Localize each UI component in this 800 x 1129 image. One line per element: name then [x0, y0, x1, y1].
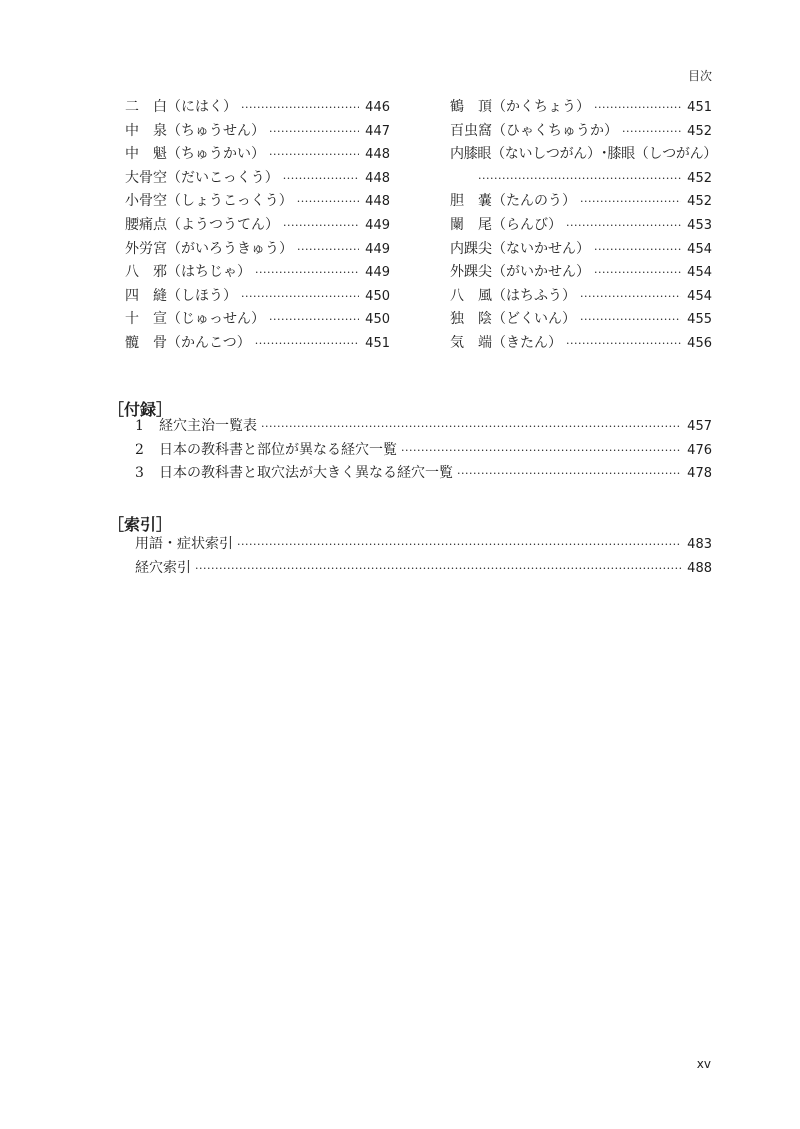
entry-page: 454	[687, 265, 712, 281]
appendix-entry[interactable]	[135, 462, 712, 486]
entry-title: 四 縫（しほう）	[125, 287, 237, 304]
dot-leader	[297, 190, 359, 214]
entry-title: 八 邪（はちじゃ）	[125, 264, 251, 281]
toc-entry[interactable]	[450, 332, 712, 356]
dot-leader	[457, 462, 681, 486]
dot-leader	[594, 96, 681, 120]
toc-entry[interactable]	[125, 261, 390, 285]
dot-leader	[580, 308, 681, 332]
entry-title	[135, 462, 453, 486]
entry-title: 大骨空（だいこっくう）	[125, 169, 279, 186]
entry-title: 髖 骨（かんこつ）	[125, 334, 251, 351]
entry-title: 闌 尾（らんび）	[450, 216, 562, 233]
index-entry[interactable]	[135, 557, 712, 581]
entry-page: 448	[365, 194, 390, 210]
toc-left-column	[125, 96, 390, 356]
entry-page: 449	[365, 217, 390, 233]
dot-leader	[580, 285, 681, 309]
dot-leader	[283, 214, 359, 238]
toc-entry[interactable]	[125, 120, 390, 144]
entry-page: 457	[687, 419, 712, 434]
entry-page: 454	[687, 288, 712, 304]
entry-page: 455	[687, 312, 712, 328]
entry-page: 450	[365, 312, 390, 328]
dot-leader	[269, 308, 359, 332]
toc-entry[interactable]	[450, 143, 717, 167]
toc-entry[interactable]	[125, 332, 390, 356]
entry-text: 日本の教科書と取穴法が大きく異なる経穴一覧	[159, 465, 453, 482]
toc-entry[interactable]	[450, 190, 712, 214]
entry-title: 気 端（きたん）	[450, 334, 562, 351]
appendix-heading: ［付録］	[108, 400, 173, 419]
entry-page: 446	[365, 100, 390, 115]
entry-title: 腰痛点（ようつうてん）	[125, 216, 279, 233]
toc-entry[interactable]	[125, 214, 390, 238]
entry-text: 日本の教科書と部位が異なる経穴一覧	[159, 441, 397, 458]
dot-leader	[195, 557, 681, 581]
dot-leader	[566, 332, 681, 356]
dot-leader	[241, 285, 359, 309]
dot-leader	[478, 167, 681, 191]
toc-entry[interactable]	[125, 190, 390, 214]
entry-title: 小骨空（しょうこっくう）	[125, 193, 293, 210]
toc-entry[interactable]	[450, 214, 712, 238]
toc-entry[interactable]	[125, 308, 390, 332]
dot-leader	[622, 120, 681, 144]
dot-leader	[255, 261, 359, 285]
entry-page: 488	[687, 560, 712, 576]
dot-leader	[269, 143, 359, 167]
dot-leader	[580, 190, 681, 214]
dot-leader	[269, 120, 359, 144]
appendix-list	[135, 415, 712, 486]
entry-page: 447	[365, 123, 390, 139]
entry-number: 3	[135, 465, 144, 482]
entry-title: 二 白（にはく）	[125, 99, 237, 115]
toc-entry[interactable]	[125, 238, 390, 262]
entry-text: 経穴主治一覧表	[159, 418, 257, 434]
index-list	[135, 533, 712, 580]
entry-title: 百虫窩（ひゃくちゅうか）	[450, 122, 618, 139]
dot-leader	[566, 214, 681, 238]
entry-page: 453	[687, 217, 712, 233]
entry-page: 448	[365, 170, 390, 186]
entry-title: 胆 嚢（たんのう）	[450, 193, 576, 210]
entry-page: 449	[365, 241, 390, 257]
entry-page: 478	[687, 466, 712, 482]
entry-title: 八 風（はちふう）	[450, 287, 576, 304]
entry-page: 452	[687, 194, 712, 210]
entry-page: 448	[365, 147, 390, 163]
entry-title: 外労宮（がいろうきゅう）	[125, 240, 293, 257]
entry-title: 十 宣（じゅっせん）	[125, 311, 265, 328]
dot-leader	[297, 238, 359, 262]
entry-page: 451	[687, 100, 712, 115]
toc-entry[interactable]	[125, 285, 390, 309]
entry-page: 476	[687, 442, 712, 458]
dot-leader	[594, 238, 681, 262]
toc-entry-continuation[interactable]	[450, 167, 712, 191]
entry-title: 中 泉（ちゅうせん）	[125, 122, 265, 139]
entry-title: 経穴索引	[135, 559, 191, 576]
entry-page: 451	[365, 335, 390, 351]
dot-leader	[594, 261, 681, 285]
running-header: 目次	[687, 69, 712, 83]
toc-entry[interactable]	[450, 96, 712, 120]
entry-title: 内踝尖（ないかせん）	[450, 240, 590, 257]
toc-entry[interactable]	[125, 167, 390, 191]
dot-leader	[261, 415, 681, 439]
entry-title: 中 魁（ちゅうかい）	[125, 146, 265, 163]
entry-title: 用語・症状索引	[135, 536, 233, 552]
toc-entry[interactable]	[125, 143, 390, 167]
index-entry[interactable]	[135, 533, 712, 557]
entry-number: 2	[135, 441, 144, 458]
entry-title: 内膝眼（ないしつがん）･膝眼（しつがん）	[450, 146, 717, 163]
dot-leader	[241, 96, 359, 120]
appendix-entry[interactable]	[135, 415, 712, 439]
entry-page: 454	[687, 241, 712, 257]
toc-entry[interactable]	[450, 285, 712, 309]
page-number: xv	[696, 1057, 711, 1071]
entry-title: 鶴 頂（かくちょう）	[450, 99, 590, 115]
entry-page: 450	[365, 288, 390, 304]
entry-page: 449	[365, 265, 390, 281]
toc-entry[interactable]	[450, 120, 712, 144]
entry-title: 外踝尖（がいかせん）	[450, 264, 590, 281]
index-heading: ［索引］	[108, 515, 173, 534]
dot-leader	[283, 167, 359, 191]
entry-page: 452	[687, 170, 712, 186]
entry-title: 独 陰（どくいん）	[450, 311, 576, 328]
entry-title	[135, 439, 397, 463]
entry-page: 452	[687, 123, 712, 139]
toc-entry[interactable]	[125, 96, 390, 120]
entry-page: 483	[687, 537, 712, 552]
toc-entry[interactable]	[450, 238, 712, 262]
appendix-entry[interactable]	[135, 439, 712, 463]
toc-right-column	[450, 96, 717, 356]
dot-leader	[255, 332, 359, 356]
entry-page: 456	[687, 335, 712, 351]
dot-leader	[237, 533, 681, 557]
toc-entry[interactable]	[450, 261, 712, 285]
toc-entry[interactable]	[450, 308, 712, 332]
entry-number: 1	[135, 418, 144, 434]
dot-leader	[401, 439, 681, 463]
entry-title	[135, 415, 257, 439]
